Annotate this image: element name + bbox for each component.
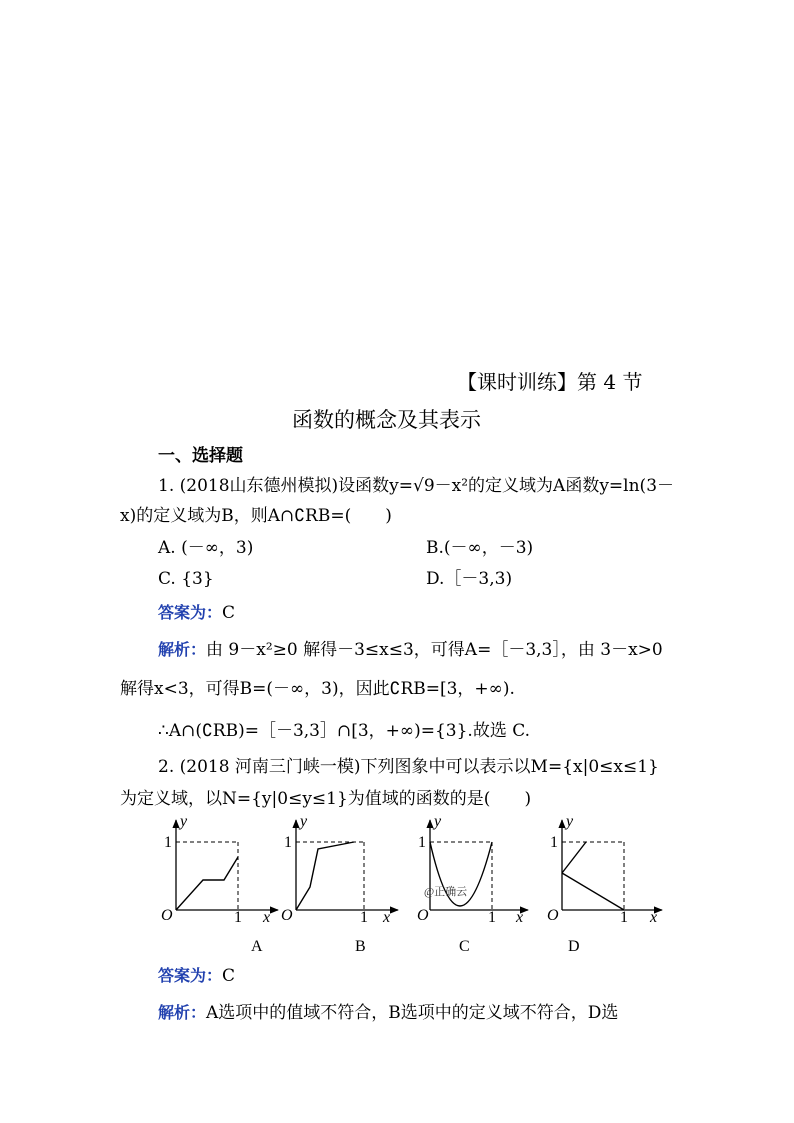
q2-answer-value: C (222, 966, 236, 986)
graph-a-y-tick: 1 (164, 834, 172, 851)
graph-c-label: C (459, 938, 470, 955)
graph-a (161, 815, 278, 955)
q2-stem-line2: 为定义域，以N={y|0≤y≤1}为值域的函数的是( ) (120, 789, 532, 809)
graph-a-x-label: x (263, 909, 271, 926)
q1-answer-value: C (222, 603, 236, 623)
graph-d-y-tick: 1 (550, 834, 558, 851)
graph-b-origin: O (281, 907, 293, 924)
q2-answer-label: 答案为： (158, 966, 223, 985)
graph-c-x-label: x (516, 909, 524, 926)
q1-option-b: B.(－∞，－3) (426, 538, 534, 558)
lesson-header: 【课时训练】第 4 节 (457, 370, 643, 394)
q2-analysis-label: 解析： (158, 1003, 207, 1022)
graph-d-x-tick: 1 (620, 909, 628, 926)
q2-analysis-line1: A选项中的值域不符合，B选项中的定义域不符合，D选 (206, 1003, 619, 1023)
graph-c-watermark: @正确云 (424, 886, 468, 898)
graph-a-origin: O (161, 907, 173, 924)
q2-answer (158, 963, 235, 987)
q1-analysis-label: 解析： (158, 640, 207, 659)
q1-analysis (158, 637, 663, 661)
graph-a-x-tick: 1 (234, 909, 242, 926)
graph-a-curve (176, 857, 238, 910)
q2-analysis (158, 1000, 618, 1024)
graph-a-label: A (251, 938, 263, 955)
graph-b-y-label: y (300, 815, 308, 830)
graph-b-label: B (355, 938, 366, 955)
q1-option-a: A. (－∞，3) (158, 538, 254, 558)
q1-stem-line2: x)的定义域为B，则A∩∁RB=( ) (120, 506, 392, 526)
q1-stem-line1: 1. (2018山东德州模拟)设函数y=√9－x²的定义域为A函数y=ln(3－ (158, 476, 675, 496)
q2-graphs (150, 815, 680, 960)
q2-stem-line1: 2. (2018 河南三门峡一模)下列图象中可以表示以M={x|0≤x≤1} (158, 757, 659, 777)
graph-d-y-label: y (566, 815, 574, 830)
graph-d-x-label: x (650, 909, 658, 926)
graph-b-y-tick: 1 (284, 834, 292, 851)
section-heading: 一、选择题 (158, 446, 243, 466)
graph-c-y-label: y (434, 815, 442, 830)
q1-analysis-line1: 由 9－x²≥0 解得－3≤x≤3，可得A=［－3,3］，由 3－x>0 (206, 640, 663, 660)
graph-d-origin: O (547, 907, 559, 924)
page-title: 函数的概念及其表示 (292, 408, 481, 432)
q1-option-c: C. {3} (158, 569, 214, 589)
graph-b (281, 815, 398, 955)
graph-c (417, 815, 528, 955)
q1-analysis-line3: ∴A∩(∁RB)=［－3,3］∩[3，+∞)={3}.故选 C. (158, 721, 531, 741)
q1-answer (158, 600, 235, 624)
graph-d-label: D (568, 938, 580, 955)
graph-c-x-tick: 1 (488, 909, 496, 926)
graph-a-y-label: y (180, 815, 188, 830)
graph-c-origin: O (417, 907, 429, 924)
graph-d-falling-line (562, 873, 624, 910)
graph-c-y-tick: 1 (418, 834, 426, 851)
graph-b-x-tick: 1 (360, 909, 368, 926)
q1-answer-label: 答案为： (158, 603, 223, 622)
graph-b-x-label: x (383, 909, 391, 926)
graph-d (547, 815, 662, 955)
graph-b-curve (296, 842, 354, 910)
graph-d-rising-line (562, 842, 586, 873)
q1-analysis-line2: 解得x<3，可得B=(－∞，3)，因此∁RB=[3，+∞). (120, 679, 515, 699)
q1-option-d: D.［－3,3) (426, 569, 513, 589)
